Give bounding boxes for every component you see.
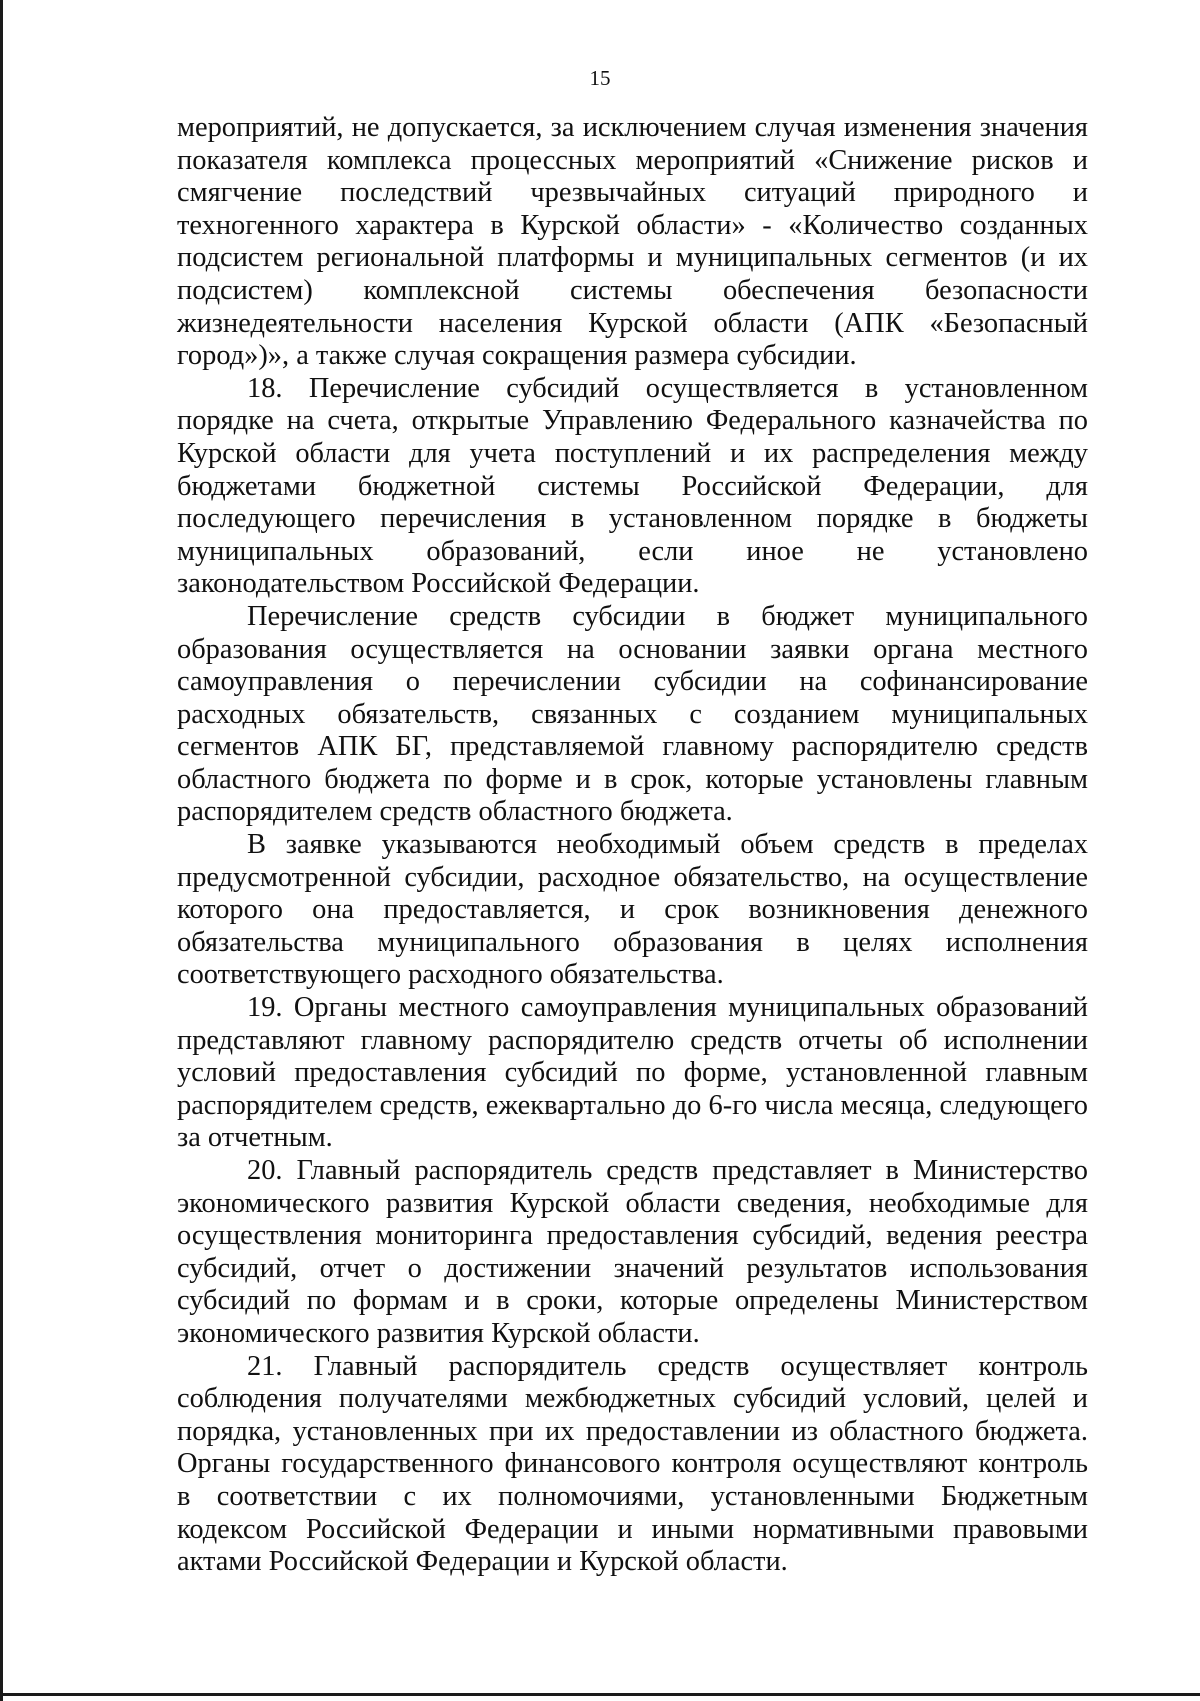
paragraph-item-19: 19. Органы местного самоуправления муниципальных образований представляют главному распорядителю средств отчеты об исполнении условий предоставления субсидий по форме, установленной главным распорядителем средств, ежеквартально до 6-го числа месяца, следующего за отчетным. <box>177 992 1088 1154</box>
paragraph-transfer-basis: Перечисление средств субсидии в бюджет муниципального образования осуществляется на основании заявки органа местного самоуправления о перечислении субсидии на софинансирование расходных обязательств, связанных с созданием муниципальных сегментов АПК БГ, представляемой главному распорядителю средств областного бюджета по форме и в срок, которые установлены главным распорядителем средств областного бюджета. <box>177 600 1088 828</box>
paragraph-application-contents: В заявке указываются необходимый объем средств в пределах предусмотренной субсидии, расходное обязательство, на осуществление которого она предоставляется, и срок возникновения денежного обязательства муниципального образования в целях исполнения соответствующего расходного обязательства. <box>177 829 1088 991</box>
paragraph-item-18: 18. Перечисление субсидий осуществляется в установленном порядке на счета, открытые Управлению Федерального казначейства по Курской области для учета поступлений и их распределения между бюджетами бюджетной системы Российской Федерации, для последующего перечисления в установленном порядке в бюджеты муниципальных образований, если иное не установлено законодательством Российской Федерации. <box>177 372 1088 600</box>
paragraph-item-21: 21. Главный распорядитель средств осуществляет контроль соблюдения получателями межбюджетных субсидий условий, целей и порядка, установленных при их предоставлении из областного бюджета. Органы государственного финансового контроля осуществляют контроль в соответствии с их полномочиями, установленными Бюджетным кодексом Российской Федерации и иными нормативными правовыми актами Российской Федерации и Курской области. <box>177 1350 1088 1578</box>
scan-edge-left <box>0 0 3 1701</box>
scan-edge-bottom <box>0 1693 1200 1696</box>
paragraph-continuation: мероприятий, не допускается, за исключением случая изменения значения показателя комплекса процессных мероприятий «Снижение рисков и смягчение последствий чрезвычайных ситуаций природного и техногенного характера в Курской области» - «Количество созданных подсистем региональной платформы и муниципальных сегментов (и их подсистем) комплексной системы обеспечения безопасности жизнедеятельности населения Курской области (АПК «Безопасный город»)», а также случая сокращения размера субсидии. <box>177 112 1088 372</box>
document-body <box>177 112 1088 1579</box>
page-number: 15 <box>589 66 611 90</box>
paragraph-item-20: 20. Главный распорядитель средств представляет в Министерство экономического развития Курской области сведения, необходимые для осуществления мониторинга предоставления субсидий, ведения реестра субсидий, отчет о достижении значений результатов использования субсидий по формам и в сроки, которые определены Министерством экономического развития Курской области. <box>177 1155 1088 1349</box>
